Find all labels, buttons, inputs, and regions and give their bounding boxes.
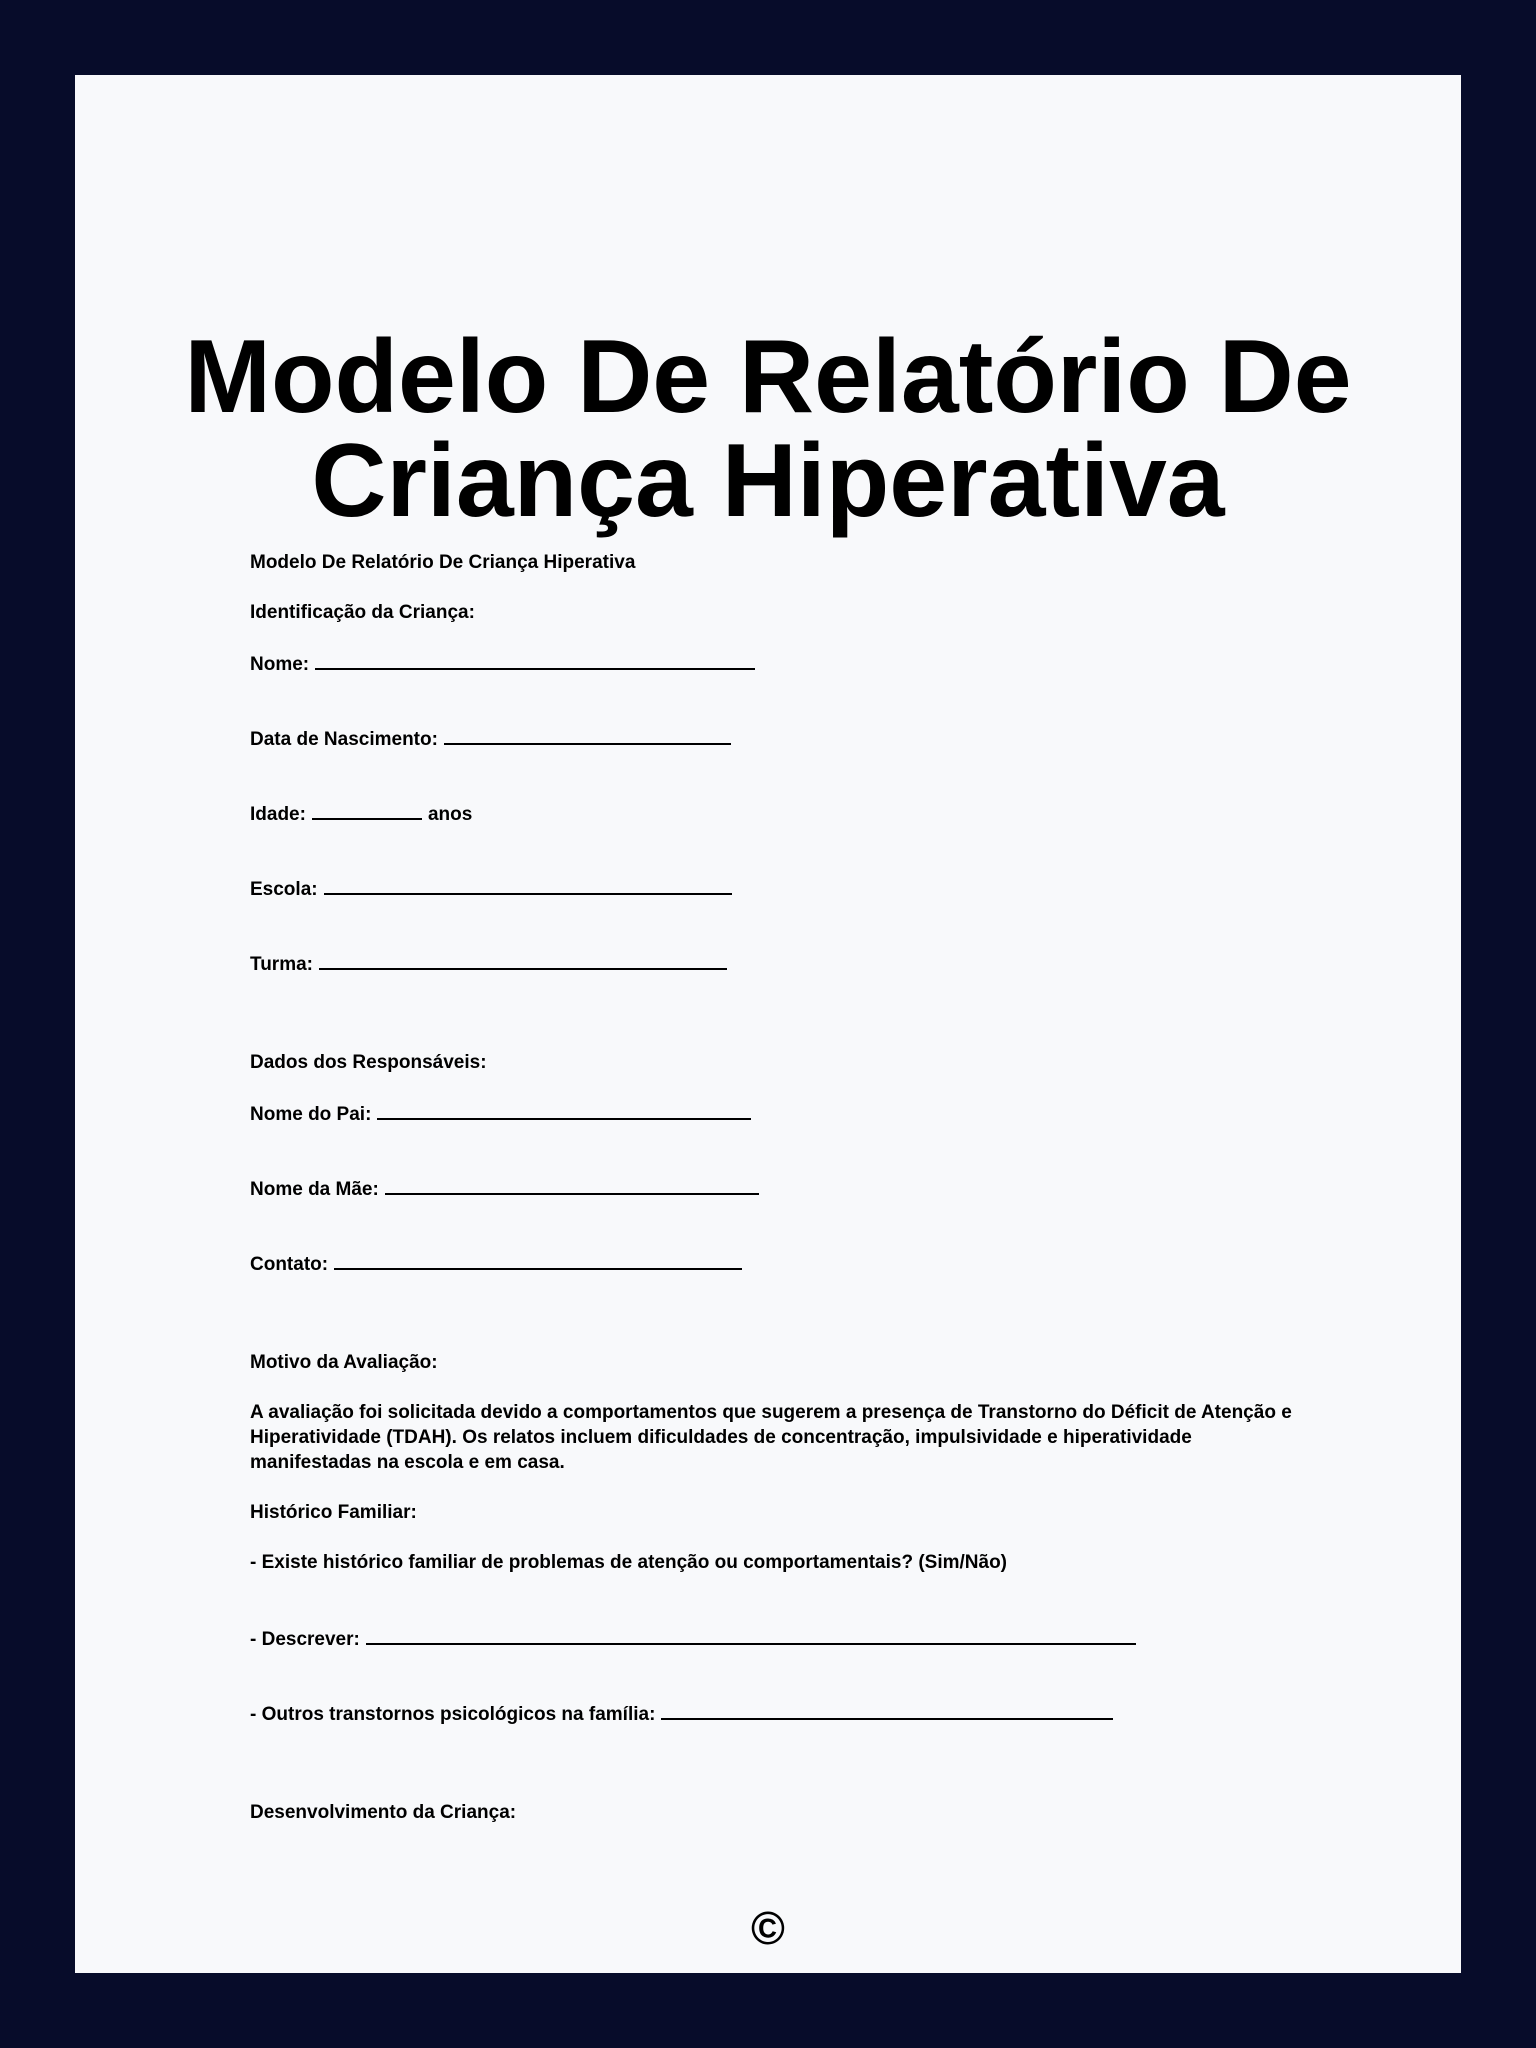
blank-line <box>334 1250 742 1270</box>
title-line-2: Criança Hiperativa <box>311 423 1225 539</box>
blank-line <box>312 800 422 820</box>
field-suffix: anos <box>427 804 473 825</box>
field-nome <box>250 650 761 677</box>
field-data-nascimento <box>250 725 737 752</box>
document-title <box>75 319 1461 539</box>
field-label: - Descrever: <box>250 1629 360 1650</box>
motivo-paragraph: A avaliação foi solicitada devido a comportamentos que sugerem a presença de Transtorno do Déficit de Atenção e Hiperatividade (TDAH). Os relatos incluem dificuldades de concentração, impulsividade e hiperatividade manifestadas na escola e em casa. <box>250 1402 1292 1473</box>
field-nome-mae <box>250 1175 765 1202</box>
blank-line <box>324 875 732 895</box>
field-label: Nome do Pai: <box>250 1104 372 1125</box>
blank-line <box>444 725 731 745</box>
section-heading-historico: Histórico Familiar: <box>250 1502 417 1523</box>
field-descrever <box>250 1625 1142 1652</box>
field-nome-pai <box>250 1100 757 1127</box>
blank-line <box>385 1175 759 1195</box>
section-heading-identificacao: Identificação da Criança: <box>250 602 475 623</box>
field-escola <box>250 875 738 902</box>
field-label: Idade: <box>250 804 306 825</box>
blank-line <box>661 1700 1113 1720</box>
field-label: Nome da Mãe: <box>250 1179 379 1200</box>
historico-pergunta: - Existe histórico familiar de problemas de atenção ou comportamentais? (Sim/Não) <box>250 1552 1008 1573</box>
copyright-icon: © <box>751 1902 785 1954</box>
field-label: Data de Nascimento: <box>250 729 438 750</box>
section-heading-desenvolvimento: Desenvolvimento da Criança: <box>250 1802 517 1823</box>
field-outros-transtornos <box>250 1700 1119 1727</box>
field-label: Turma: <box>250 954 313 975</box>
section-heading-motivo: Motivo da Avaliação: <box>250 1352 438 1373</box>
document-page <box>75 75 1461 1973</box>
field-label: Contato: <box>250 1254 329 1275</box>
field-turma <box>250 950 733 977</box>
field-label: - Outros transtornos psicológicos na família: <box>250 1704 656 1725</box>
blank-line <box>377 1100 751 1120</box>
blank-line <box>315 650 755 670</box>
field-label: Escola: <box>250 879 318 900</box>
document-subtitle: Modelo De Relatório De Criança Hiperativa <box>250 552 636 573</box>
title-line-1: Modelo De Relatório De <box>184 319 1352 435</box>
blank-line <box>366 1625 1136 1645</box>
field-contato <box>250 1250 748 1277</box>
field-label: Nome: <box>250 654 310 675</box>
field-idade <box>250 800 472 827</box>
section-heading-responsaveis: Dados dos Responsáveis: <box>250 1052 487 1073</box>
blank-line <box>319 950 727 970</box>
